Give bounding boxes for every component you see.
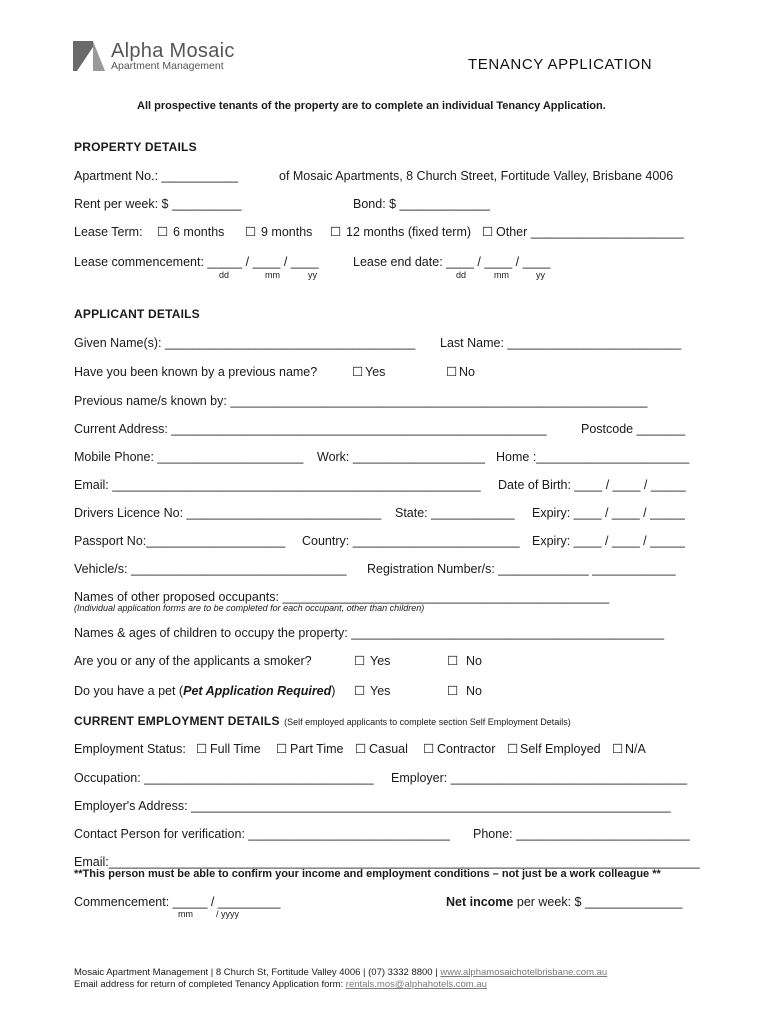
previous-name-question: Have you been known by a previous name? [74, 365, 318, 379]
footer-website-link[interactable]: www.alphamosaichotelbrisbane.com.au [440, 967, 608, 978]
checkbox-icon[interactable]: ☐ [354, 684, 366, 698]
checkbox-icon[interactable]: ☐ [447, 654, 459, 668]
commence-dd-hint: dd [219, 270, 230, 280]
given-name-field[interactable]: Given Name(s): ____________________________________ [74, 336, 416, 350]
property-heading: PROPERTY DETAILS [74, 140, 197, 154]
page-title: TENANCY APPLICATION [468, 56, 653, 73]
pet-application-note: Pet Application Required [183, 684, 332, 698]
home-phone-field[interactable]: Home :______________________ [496, 450, 690, 464]
vehicle-field[interactable]: Vehicle/s: _______________________________ [74, 562, 347, 576]
smoker-yes-label: Yes [370, 654, 391, 668]
employer-address-field[interactable]: Employer's Address: _____________________________________________________________________ [74, 799, 671, 813]
passport-field[interactable]: Passport No:____________________ [74, 534, 286, 548]
licence-expiry-field[interactable]: Expiry: ____ / ____ / _____ [532, 506, 685, 520]
employment-heading-row [74, 712, 571, 730]
current-address-field[interactable]: Current Address: ______________________________________________________ [74, 422, 547, 436]
self-employed-label: Self Employed [520, 742, 601, 756]
lease-6-months-label: 6 months [173, 225, 225, 239]
employment-heading-note: (Self employed applicants to complete section Self Employment Details) [284, 717, 571, 727]
smoker-no-label: No [466, 654, 482, 668]
contact-email-field[interactable]: Email:_____________________________________________________________________________________ [74, 855, 700, 869]
lease-end-field[interactable]: Lease end date: ____ / ____ / ____ [353, 255, 551, 269]
commence-mm-hint: mm [265, 270, 280, 280]
applicant-heading: APPLICANT DETAILS [74, 307, 200, 321]
passport-expiry-field[interactable]: Expiry: ____ / ____ / _____ [532, 534, 685, 548]
checkbox-icon[interactable]: ☐ [482, 225, 494, 239]
footer-phone: (07) 3332 8800 [368, 967, 433, 978]
occupation-field[interactable]: Occupation: _________________________________ [74, 771, 374, 785]
checkbox-icon[interactable]: ☐ [612, 742, 624, 756]
checkbox-icon[interactable]: ☐ [276, 742, 288, 756]
checkbox-icon[interactable]: ☐ [447, 684, 459, 698]
work-phone-field[interactable]: Work: ___________________ [317, 450, 485, 464]
footer-email-link[interactable]: rentals.mos@alphahotels.com.au [345, 979, 487, 990]
lease-other-field[interactable]: Other ______________________ [496, 225, 684, 239]
logo-subtitle: Apartment Management [111, 60, 224, 72]
property-address: of Mosaic Apartments, 8 Church Street, Fortitude Valley, Brisbane 4006 [279, 169, 674, 183]
lease-9-months-label: 9 months [261, 225, 313, 239]
lease-term-label: Lease Term: [74, 225, 143, 239]
mobile-phone-field[interactable]: Mobile Phone: _____________________ [74, 450, 304, 464]
contact-person-field[interactable]: Contact Person for verification: _____________________________ [74, 827, 450, 841]
bond-field[interactable]: Bond: $ _____________ [353, 197, 490, 211]
apartment-no-field[interactable]: Apartment No.: ___________ [74, 169, 239, 183]
footer-company: Mosaic Apartment Management [74, 967, 209, 978]
other-occupants-field[interactable]: Names of other proposed occupants: _______________________________________________ [74, 590, 610, 604]
casual-label: Casual [369, 742, 408, 756]
pet-yes-label: Yes [370, 684, 391, 698]
rent-field[interactable]: Rent per week: $ __________ [74, 197, 242, 211]
na-label: N/A [625, 742, 646, 756]
employer-field[interactable]: Employer: __________________________________ [391, 771, 688, 785]
logo-mark-icon [73, 41, 105, 71]
lease-12-months-label: 12 months (fixed term) [346, 225, 472, 239]
employment-status-label: Employment Status: [74, 742, 186, 756]
employment-heading: CURRENT EMPLOYMENT DETAILS [74, 714, 280, 728]
commence-yy-hint: yy [308, 270, 317, 280]
checkbox-icon[interactable]: ☐ [157, 225, 169, 239]
checkbox-icon[interactable]: ☐ [245, 225, 257, 239]
checkbox-icon[interactable]: ☐ [446, 365, 458, 379]
verification-warning: **This person must be able to confirm your income and employment conditions – not just be a work colleague ** [74, 868, 661, 880]
smoker-question: Are you or any of the applicants a smoker? [74, 654, 312, 668]
commencement-yyyy-hint: / yyyy [216, 909, 240, 919]
footer-line-2 [74, 979, 487, 990]
footer-address: 8 Church St, Fortitude Valley 4006 [215, 967, 361, 978]
pet-no-label: No [466, 684, 482, 698]
children-field[interactable]: Names & ages of children to occupy the property: _____________________________________________ [74, 626, 665, 640]
checkbox-icon[interactable]: ☐ [355, 742, 367, 756]
last-name-field[interactable]: Last Name: _________________________ [440, 336, 682, 350]
part-time-label: Part Time [290, 742, 344, 756]
contractor-label: Contractor [437, 742, 496, 756]
checkbox-icon[interactable]: ☐ [423, 742, 435, 756]
checkbox-icon[interactable]: ☐ [330, 225, 342, 239]
footer-return-text: Email address for return of completed Tenancy Application form: [74, 979, 344, 990]
checkbox-icon[interactable]: ☐ [354, 654, 366, 668]
checkbox-icon[interactable]: ☐ [507, 742, 519, 756]
email-field[interactable]: Email: _____________________________________________________ [74, 478, 481, 492]
checkbox-icon[interactable]: ☐ [352, 365, 364, 379]
licence-state-field[interactable]: State: ____________ [395, 506, 515, 520]
end-yy-hint: yy [536, 270, 545, 280]
end-dd-hint: dd [456, 270, 467, 280]
commencement-field[interactable]: Commencement: _____ / _________ [74, 895, 281, 909]
footer-line-1: Mosaic Apartment Management | 8 Church St, Fortitude Valley 4006 | (07) 3332 8800 | www.alphamosaichotelbrisbane.com.au [74, 967, 608, 978]
full-time-label: Full Time [210, 742, 261, 756]
postcode-field[interactable]: Postcode _______ [581, 422, 686, 436]
previous-name-no-label: No [459, 365, 475, 379]
net-income-field[interactable]: Net income per week: $ ______________ [446, 895, 683, 909]
commencement-mm-hint: mm [178, 909, 193, 919]
checkbox-icon[interactable]: ☐ [196, 742, 208, 756]
previous-name-yes-label: Yes [365, 365, 386, 379]
lease-commencement-field[interactable]: Lease commencement: _____ / ____ / ____ [74, 255, 319, 269]
previous-names-field[interactable]: Previous name/s known by: ____________________________________________________________ [74, 394, 648, 408]
intro-text: All prospective tenants of the property are to complete an individual Tenancy Application. [137, 100, 606, 112]
logo-name: Alpha Mosaic [111, 40, 235, 62]
occupants-note: (Individual application forms are to be completed for each occupant, other than children) [74, 603, 425, 613]
date-of-birth-field[interactable]: Date of Birth: ____ / ____ / _____ [498, 478, 686, 492]
contact-phone-field[interactable]: Phone: _________________________ [473, 827, 690, 841]
registration-field[interactable]: Registration Number/s: _____________ ____________ [367, 562, 676, 576]
end-mm-hint: mm [494, 270, 509, 280]
drivers-licence-field[interactable]: Drivers Licence No: ____________________________ [74, 506, 382, 520]
passport-country-field[interactable]: Country: ________________________ [302, 534, 520, 548]
pet-question: Do you have a pet (Pet Application Required) [74, 684, 336, 698]
